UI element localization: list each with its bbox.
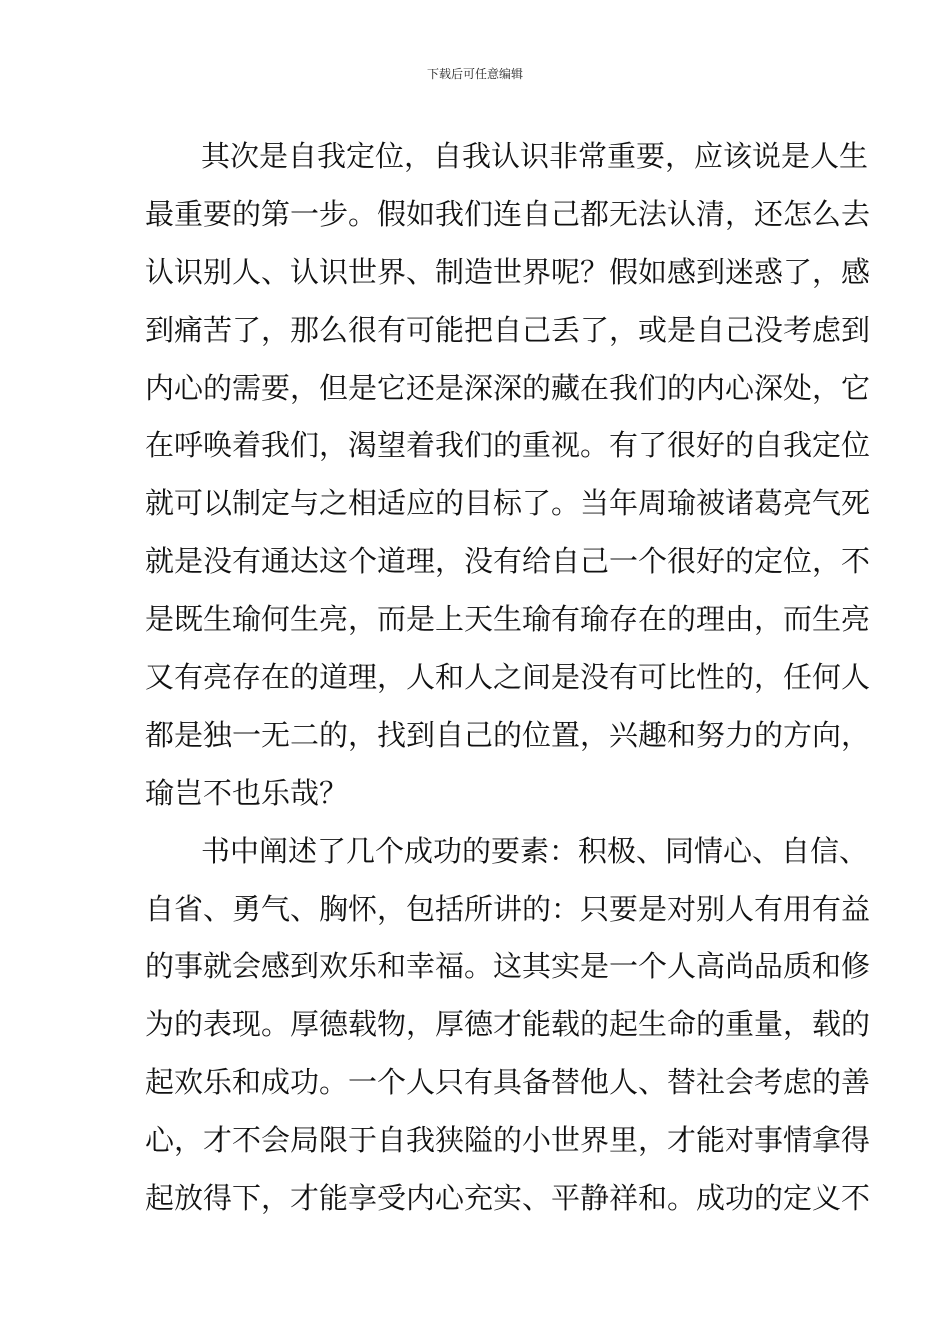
- text-line: 最重要的第一步。假如我们连自己都无法认清，还怎么去: [145, 196, 871, 231]
- text-line: 就是没有通达这个道理，没有给自己一个很好的定位，不: [145, 544, 871, 579]
- text-line: 的事就会感到欢乐和幸福。这其实是一个人高尚品质和修: [145, 949, 871, 984]
- text-line: 瑜岂不也乐哉？: [145, 775, 349, 810]
- text-line: 为的表现。厚德载物，厚德才能载的起生命的重量，载的: [145, 1007, 871, 1042]
- text-line: 内心的需要，但是它还是深深的藏在我们的内心深处，它: [145, 370, 871, 405]
- text-line: 心，才不会局限于自我狭隘的小世界里，才能对事情拿得: [145, 1123, 871, 1158]
- body-text: [145, 128, 871, 1228]
- text-line: 书中阐述了几个成功的要素：积极、同情心、自信、: [201, 833, 869, 868]
- text-line: 其次是自我定位，自我认识非常重要，应该说是人生: [201, 139, 869, 173]
- page-header: 下载后可任意编辑: [426, 67, 523, 81]
- text-line: 起放得下，才能享受内心充实、平静祥和。成功的定义不: [145, 1181, 871, 1216]
- text-line: 认识别人、认识世界、制造世界呢？假如感到迷惑了，感: [145, 254, 871, 289]
- text-line: 是既生瑜何生亮，而是上天生瑜有瑜存在的理由，而生亮: [145, 602, 871, 637]
- text-line: 又有亮存在的道理，人和人之间是没有可比性的，任何人: [145, 660, 871, 695]
- text-line: 起欢乐和成功。一个人只有具备替他人、替社会考虑的善: [145, 1065, 871, 1100]
- text-line: 在呼唤着我们，渴望着我们的重视。有了很好的自我定位: [145, 428, 871, 463]
- text-line: 到痛苦了，那么很有可能把自己丢了，或是自己没考虑到: [145, 312, 871, 347]
- text-line: 都是独一无二的，找到自己的位置，兴趣和努力的方向，: [145, 717, 871, 752]
- text-line: 就可以制定与之相适应的目标了。当年周瑜被诸葛亮气死: [145, 486, 871, 521]
- text-line: 自省、勇气、胸怀，包括所讲的：只要是对别人有用有益: [145, 891, 871, 926]
